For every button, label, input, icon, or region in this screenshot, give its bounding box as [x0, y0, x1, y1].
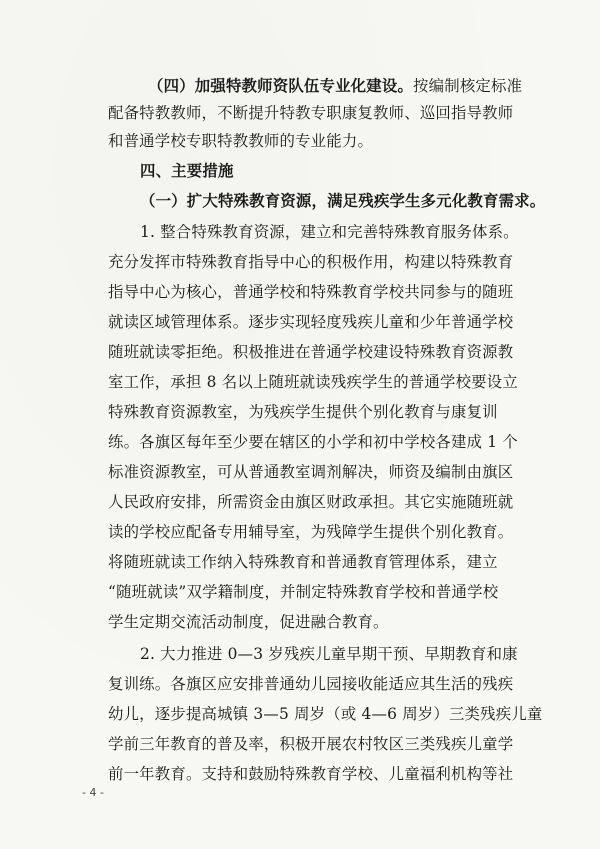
item2-line: 2. 大力推进 0—3 岁残疾儿童早期干预、早期教育和康	[140, 645, 518, 663]
item2-line: 学前三年教育的普及率，积极开展农村牧区三类残疾儿童学	[108, 735, 514, 753]
item1-line: 学生定期交流活动制度，促进融合教育。	[108, 613, 389, 631]
item1-line: 随班就读零拒绝。积极推进在普通学校建设特殊教育资源教	[108, 343, 514, 361]
paragraph-line	[148, 76, 522, 96]
item1-line: 练。各旗区每年至少要在辖区的小学和初中学校各建成 1 个	[108, 433, 518, 451]
item2-line: 幼儿，逐步提高城镇 3—5 周岁（或 4—6 周岁）三类残疾儿童	[108, 705, 543, 723]
item1-line: 标准资源教室，可从普通教室调剂解决，师资及编制由旗区	[108, 463, 514, 481]
item1-line: 充分发挥市特殊教育指导中心的积极作用，构建以特殊教育	[108, 253, 514, 271]
item1-line: 指导中心为核心，普通学校和特殊教育学校共同参与的随班	[108, 283, 514, 301]
page-number: - 4 -	[82, 786, 104, 799]
section-heading-four: （四）加强特教师资队伍专业化建设。	[148, 77, 414, 95]
item1-line: 将随班就读工作纳入特殊教育和普通教育管理体系，建立	[108, 553, 498, 571]
item1-line: “随班就读”双学籍制度，并制定特殊教育学校和普通学校	[108, 583, 499, 601]
item1-line: 读的学校应配备专用辅导室，为残障学生提供个别化教育。	[108, 523, 514, 541]
paragraph-line: 和普通学校专职特教教师的专业能力。	[108, 132, 374, 150]
item1-line: 1. 整合特殊教育资源，建立和完善特殊教育服务体系。	[140, 223, 519, 241]
item1-line: 人民政府安排，所需资金由旗区财政承担。其它实施随班就	[108, 493, 514, 511]
item1-line: 就读区域管理体系。逐步实现轻度残疾儿童和少年普通学校	[108, 313, 514, 331]
subsection-title: （一）扩大特殊教育资源，满足残疾学生多元化教育需求。	[140, 192, 546, 210]
item2-line: 前一年教育。支持和鼓励特殊教育学校、儿童福利机构等社	[108, 765, 514, 783]
item2-line: 复训练。各旗区应安排普通幼儿园接收能适应其生活的残疾	[108, 675, 514, 693]
item1-line: 特殊教育资源教室，为残疾学生提供个别化教育与康复训	[108, 403, 498, 421]
section-title: 四、主要措施	[140, 162, 234, 180]
paragraph-text: 按编制核定标准	[413, 77, 523, 95]
paragraph-line: 配备特教教师，不断提升特教专职康复教师、巡回指导教师	[108, 104, 514, 122]
item1-line: 室工作，承担 8 名以上随班就读残疾学生的普通学校要设立	[108, 373, 518, 391]
